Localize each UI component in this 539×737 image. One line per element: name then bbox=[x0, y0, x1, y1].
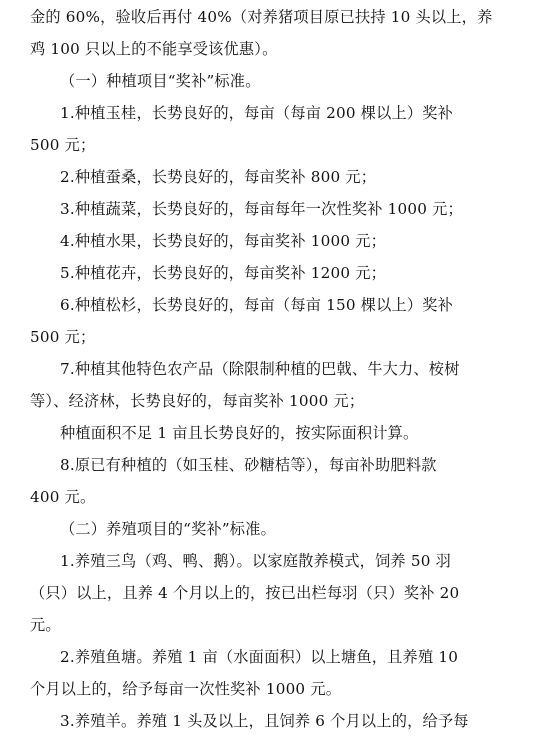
text-line: 5.种植花卉，长势良好的，每亩奖补 1200 元； bbox=[60, 264, 386, 282]
text-line: 7.种植其他特色农产品（除限制种植的巴戟、牛大力、桉树 bbox=[60, 360, 460, 378]
text-line: （只）以上，且养 4 个月以上的，按已出栏每羽（只）奖补 20 bbox=[30, 584, 460, 602]
text-line: 400 元。 bbox=[30, 488, 96, 506]
text-line: 种植面积不足 1 亩且长势良好的，按实际面积计算。 bbox=[60, 424, 419, 442]
text-line: 500 元； bbox=[30, 328, 96, 346]
text-line: 500 元； bbox=[30, 136, 96, 154]
text-line: 2.种植蚕桑，长势良好的，每亩奖补 800 元； bbox=[60, 168, 377, 186]
text-line: 3.种植蔬菜，长势良好的，每亩每年一次性奖补 1000 元； bbox=[60, 200, 463, 218]
text-line: 等）、经济林，长势良好的，每亩奖补 1000 元； bbox=[30, 392, 365, 410]
text-line: 金的 60%，验收后再付 40%（对养猪项目原已扶持 10 头以上，养 bbox=[30, 8, 493, 26]
text-line: 3.养殖羊。养殖 1 头及以上，且饲养 6 个月以上的，给予每 bbox=[60, 712, 469, 730]
text-line: 8.原已有种植的（如玉桂、砂糖桔等），每亩补助肥料款 bbox=[60, 456, 437, 474]
text-line: 2.养殖鱼塘。养殖 1 亩（水面面积）以上塘鱼，且养殖 10 bbox=[60, 648, 459, 666]
section-heading: （二）养殖项目的“奖补”标准。 bbox=[60, 520, 276, 538]
text-line: 1.养殖三鸟（鸡、鸭、鹅）。以家庭散养模式，饲养 50 羽 bbox=[60, 552, 451, 570]
text-line: 元。 bbox=[30, 616, 61, 634]
text-line: 个月以上的，给予每亩一次性奖补 1000 元。 bbox=[30, 680, 342, 698]
text-line: 6.种植松杉，长势良好的，每亩（每亩 150 棵以上）奖补 bbox=[60, 296, 454, 314]
text-line: 4.种植水果，长势良好的，每亩奖补 1000 元； bbox=[60, 232, 386, 250]
text-line: 1.种植玉桂，长势良好的，每亩（每亩 200 棵以上）奖补 bbox=[60, 104, 454, 122]
section-heading: （一）种植项目“奖补”标准。 bbox=[60, 72, 261, 90]
text-line: 鸡 100 只以上的不能享受该优惠）。 bbox=[30, 40, 278, 58]
